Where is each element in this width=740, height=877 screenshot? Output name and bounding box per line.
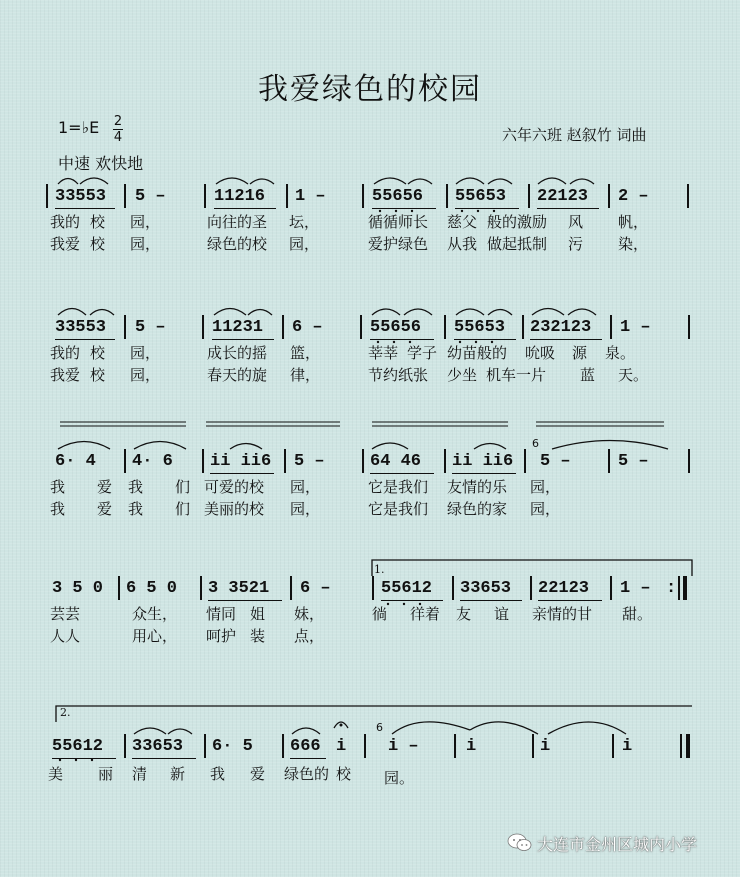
wechat-icon <box>507 832 533 852</box>
measure: ii ii6 <box>210 452 272 471</box>
notation-row-5 <box>0 736 740 758</box>
lyric-line-1b: 我爱 校 园， 绿色的校 园， 爱护绿色 从我 做起抵制 污 染， <box>50 235 649 253</box>
credits: 六年六班 赵叙竹 词曲 <box>502 126 647 144</box>
notation-row-1 <box>0 186 740 208</box>
lyric-line-4b: 人人 用心， 呵护 装 点， <box>50 627 325 645</box>
measure: 6· 4 <box>55 452 96 471</box>
measure: 3 3521 <box>208 579 270 598</box>
measure: 33553 <box>55 187 107 206</box>
measure: 64 46 <box>370 452 422 471</box>
lyric-line-4a: 芸芸 众生， 情同 姐 妹， 徜 徉着 友 谊 亲情的甘 甜。 <box>50 605 653 623</box>
measure: 11231 <box>212 318 264 337</box>
measure: 4· 6 <box>132 452 173 471</box>
notation-row-4 <box>0 578 740 600</box>
measure: 33653 <box>132 737 184 756</box>
measure: 55612 <box>52 737 104 756</box>
measure: i <box>466 737 477 756</box>
measure: 33653 <box>460 579 512 598</box>
measure: 1 – <box>620 318 651 337</box>
lyric-line-5a: 美 丽 清 新 我 爱 绿色的 校 园。 <box>48 765 415 787</box>
meter-top: 2 <box>113 114 123 129</box>
time-signature <box>112 114 124 145</box>
lyric-line-2a: 我的 校 园， 成长的摇 篮， 莘莘 学子 幼苗般的 吮吸 源 泉。 <box>50 344 636 362</box>
measure: 1 – <box>620 579 651 598</box>
measure: 55656 <box>372 187 424 206</box>
notation-row-3 <box>0 451 740 473</box>
measure: 22123 <box>538 579 590 598</box>
measure: 5 – <box>135 187 166 206</box>
measure: 6 5 0 <box>126 579 178 598</box>
measure: i <box>540 737 551 756</box>
measure: i – <box>388 737 419 756</box>
measure: ii ii6 <box>452 452 514 471</box>
measure: 1 – <box>295 187 326 206</box>
lyric-line-3a: 我 爱 我 们 可爱的校 园， 它是我们 友情的乐 园， <box>50 478 561 496</box>
measure: 11216 <box>214 187 266 206</box>
svg-text:6: 6 <box>532 437 539 450</box>
measure: 6 – <box>300 579 331 598</box>
measure: 33553 <box>55 318 107 337</box>
lyric-line-3b: 我 爱 我 们 美丽的校 园， 它是我们 绿色的家 园， <box>50 500 561 518</box>
measure: 55653 <box>454 318 506 337</box>
measure: 6· 5 <box>212 737 253 756</box>
measure: 6 – <box>292 318 323 337</box>
measure: i <box>336 737 347 756</box>
measure: 55656 <box>370 318 422 337</box>
measure: 232123 <box>530 318 592 337</box>
meter-bottom: 4 <box>113 130 123 145</box>
volta-1-label: 1. <box>374 563 385 576</box>
svg-text:6: 6 <box>376 721 383 734</box>
watermark-text: 大连市金州区城内小学 <box>537 835 698 854</box>
measure: 3 5 0 <box>52 579 104 598</box>
tempo-marking: 中速 欢快地 <box>58 154 144 173</box>
lyric-line-1a: 我的 校 园， 向往的圣 坛， 循循师长 慈父 般的激励 风 帆， <box>50 213 649 231</box>
song-title: 我爱绿色的校园 <box>258 72 482 107</box>
measure: 55653 <box>455 187 507 206</box>
measure: 55612 <box>381 579 433 598</box>
measure: 5 – <box>135 318 166 337</box>
measure: 666 <box>290 737 321 756</box>
measure: 22123 <box>537 187 589 206</box>
notation-row-2 <box>0 317 740 339</box>
key-signature: 1=♭E <box>58 118 100 137</box>
measure: 2 – <box>618 187 649 206</box>
repeat-dots: : <box>666 579 677 598</box>
measure: 5 – <box>618 452 649 471</box>
measure: 5 – <box>540 452 571 471</box>
measure: i <box>622 737 633 756</box>
measure: 5 – <box>294 452 325 471</box>
volta-2-label: 2. <box>60 706 71 719</box>
lyric-line-2b: 我爱 校 园， 春天的旋 律， 节约纸张 少坐 机车一片 蓝 天。 <box>50 366 649 384</box>
watermark <box>507 832 698 856</box>
